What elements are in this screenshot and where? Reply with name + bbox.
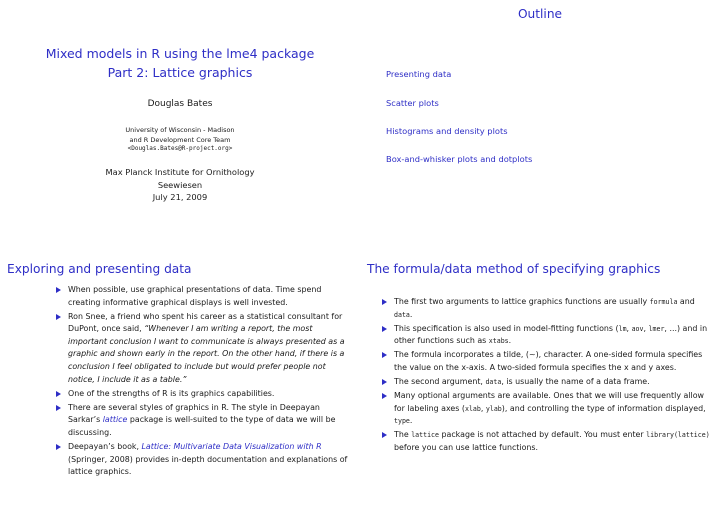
venue [0, 166, 360, 204]
list-item: Many optional arguments are available. Ones that we will use frequently allow for labeling axes (xlab, ylab), and controlling the type of information displayed, type. [382, 390, 712, 428]
institution [0, 126, 360, 145]
bullet-triangle-icon [56, 391, 61, 397]
snee-quote: “Whenever I am writing a report, the most important conclusion I want to communicate is always presented as a graphic and shown early in the report. On the other hand, if there is a conclusion I feel obligated to include but would prefer people not notice, I include it as a table.” [68, 324, 345, 384]
bullet-triangle-icon [382, 352, 387, 358]
book-link[interactable]: Lattice: Multivariate Data Visualization with R [141, 442, 322, 452]
outline-item-histograms[interactable]: Histograms and density plots [386, 126, 508, 136]
presentation-title [0, 44, 360, 82]
outline-slide [360, 0, 720, 255]
venue-line-2: Seewiesen [157, 179, 203, 190]
list-item: This specification is also used in model-fitting functions (lm, aov, lmer, ...) and in other functions such as xtabs. [382, 323, 712, 348]
list-item: The formula incorporates a tilde, (~), character. A one-sided formula specifies the value on the x-axis. A two-sided formula specifies the x and y axes. [382, 349, 712, 374]
list-item: Deepayan’s book, Lattice: Multivariate Data Visualization with R (Springer, 2008) provides in-depth documentation and explanations of lattice graphics. [56, 441, 350, 479]
bullet-triangle-icon [382, 432, 387, 438]
bullet-triangle-icon [56, 444, 61, 450]
lattice-link[interactable]: lattice [102, 415, 128, 425]
list-item: The lattice package is not attached by default. You must enter library(lattice) before you can use lattice functions. [382, 429, 712, 454]
bullet-triangle-icon [56, 287, 61, 293]
list-item: Ron Snee, a friend who spent his career as a statistical consultant for DuPont, once said, “Whenever I am writing a report, the most important conclusion I want to communicate is always presented as a graphic and shown early in the report. On the other hand, if there is a conclusion I feel obligated to include but would prefer people not notice, I include it as a table.” [56, 311, 350, 387]
author-name: Douglas Bates [147, 99, 213, 109]
title-line-1: Mixed models in R using the lme4 package [45, 46, 315, 61]
author-email[interactable]: <Douglas.Bates@R-project.org> [127, 145, 233, 152]
presentation-date: July 21, 2009 [152, 192, 208, 202]
institution-line-1: University of Wisconsin - Madison [125, 126, 235, 134]
bullet-triangle-icon [382, 326, 387, 332]
bullet-list [382, 296, 712, 456]
list-item: There are several styles of graphics in R. The style in Deepayan Sarkar’s lattice package is well-suited to the type of data we will be discussing. [56, 402, 350, 440]
title-line-2: Part 2: Lattice graphics [107, 65, 253, 80]
exploring-data-slide [0, 255, 360, 510]
institution-line-2: and R Development Core Team [129, 135, 231, 144]
frame-title: Outline [517, 7, 563, 21]
formula-data-slide [360, 255, 720, 510]
bullet-triangle-icon [382, 379, 387, 385]
outline-item-boxplots[interactable]: Box-and-whisker plots and dotplots [386, 154, 533, 164]
bullet-triangle-icon [382, 393, 387, 399]
bullet-triangle-icon [56, 405, 61, 411]
list-item: When possible, use graphical presentations of data. Time spend creating informative graphical displays is well invested. [56, 284, 350, 309]
title-slide [0, 0, 360, 255]
outline-item-scatter-plots[interactable]: Scatter plots [386, 98, 439, 108]
list-item: The second argument, data, is usually the name of a data frame. [382, 376, 712, 389]
list-item: The first two arguments to lattice graphics functions are usually formula and data. [382, 296, 712, 321]
frame-title: The formula/data method of specifying graphics [367, 262, 661, 276]
bullet-triangle-icon [382, 299, 387, 305]
list-item: One of the strengths of R is its graphics capabilities. [56, 388, 350, 401]
outline-item-presenting-data[interactable]: Presenting data [386, 69, 452, 79]
venue-line-1: Max Planck Institute for Ornithology [105, 167, 255, 177]
frame-title: Exploring and presenting data [7, 262, 192, 276]
bullet-list [56, 284, 350, 480]
bullet-triangle-icon [56, 314, 61, 320]
